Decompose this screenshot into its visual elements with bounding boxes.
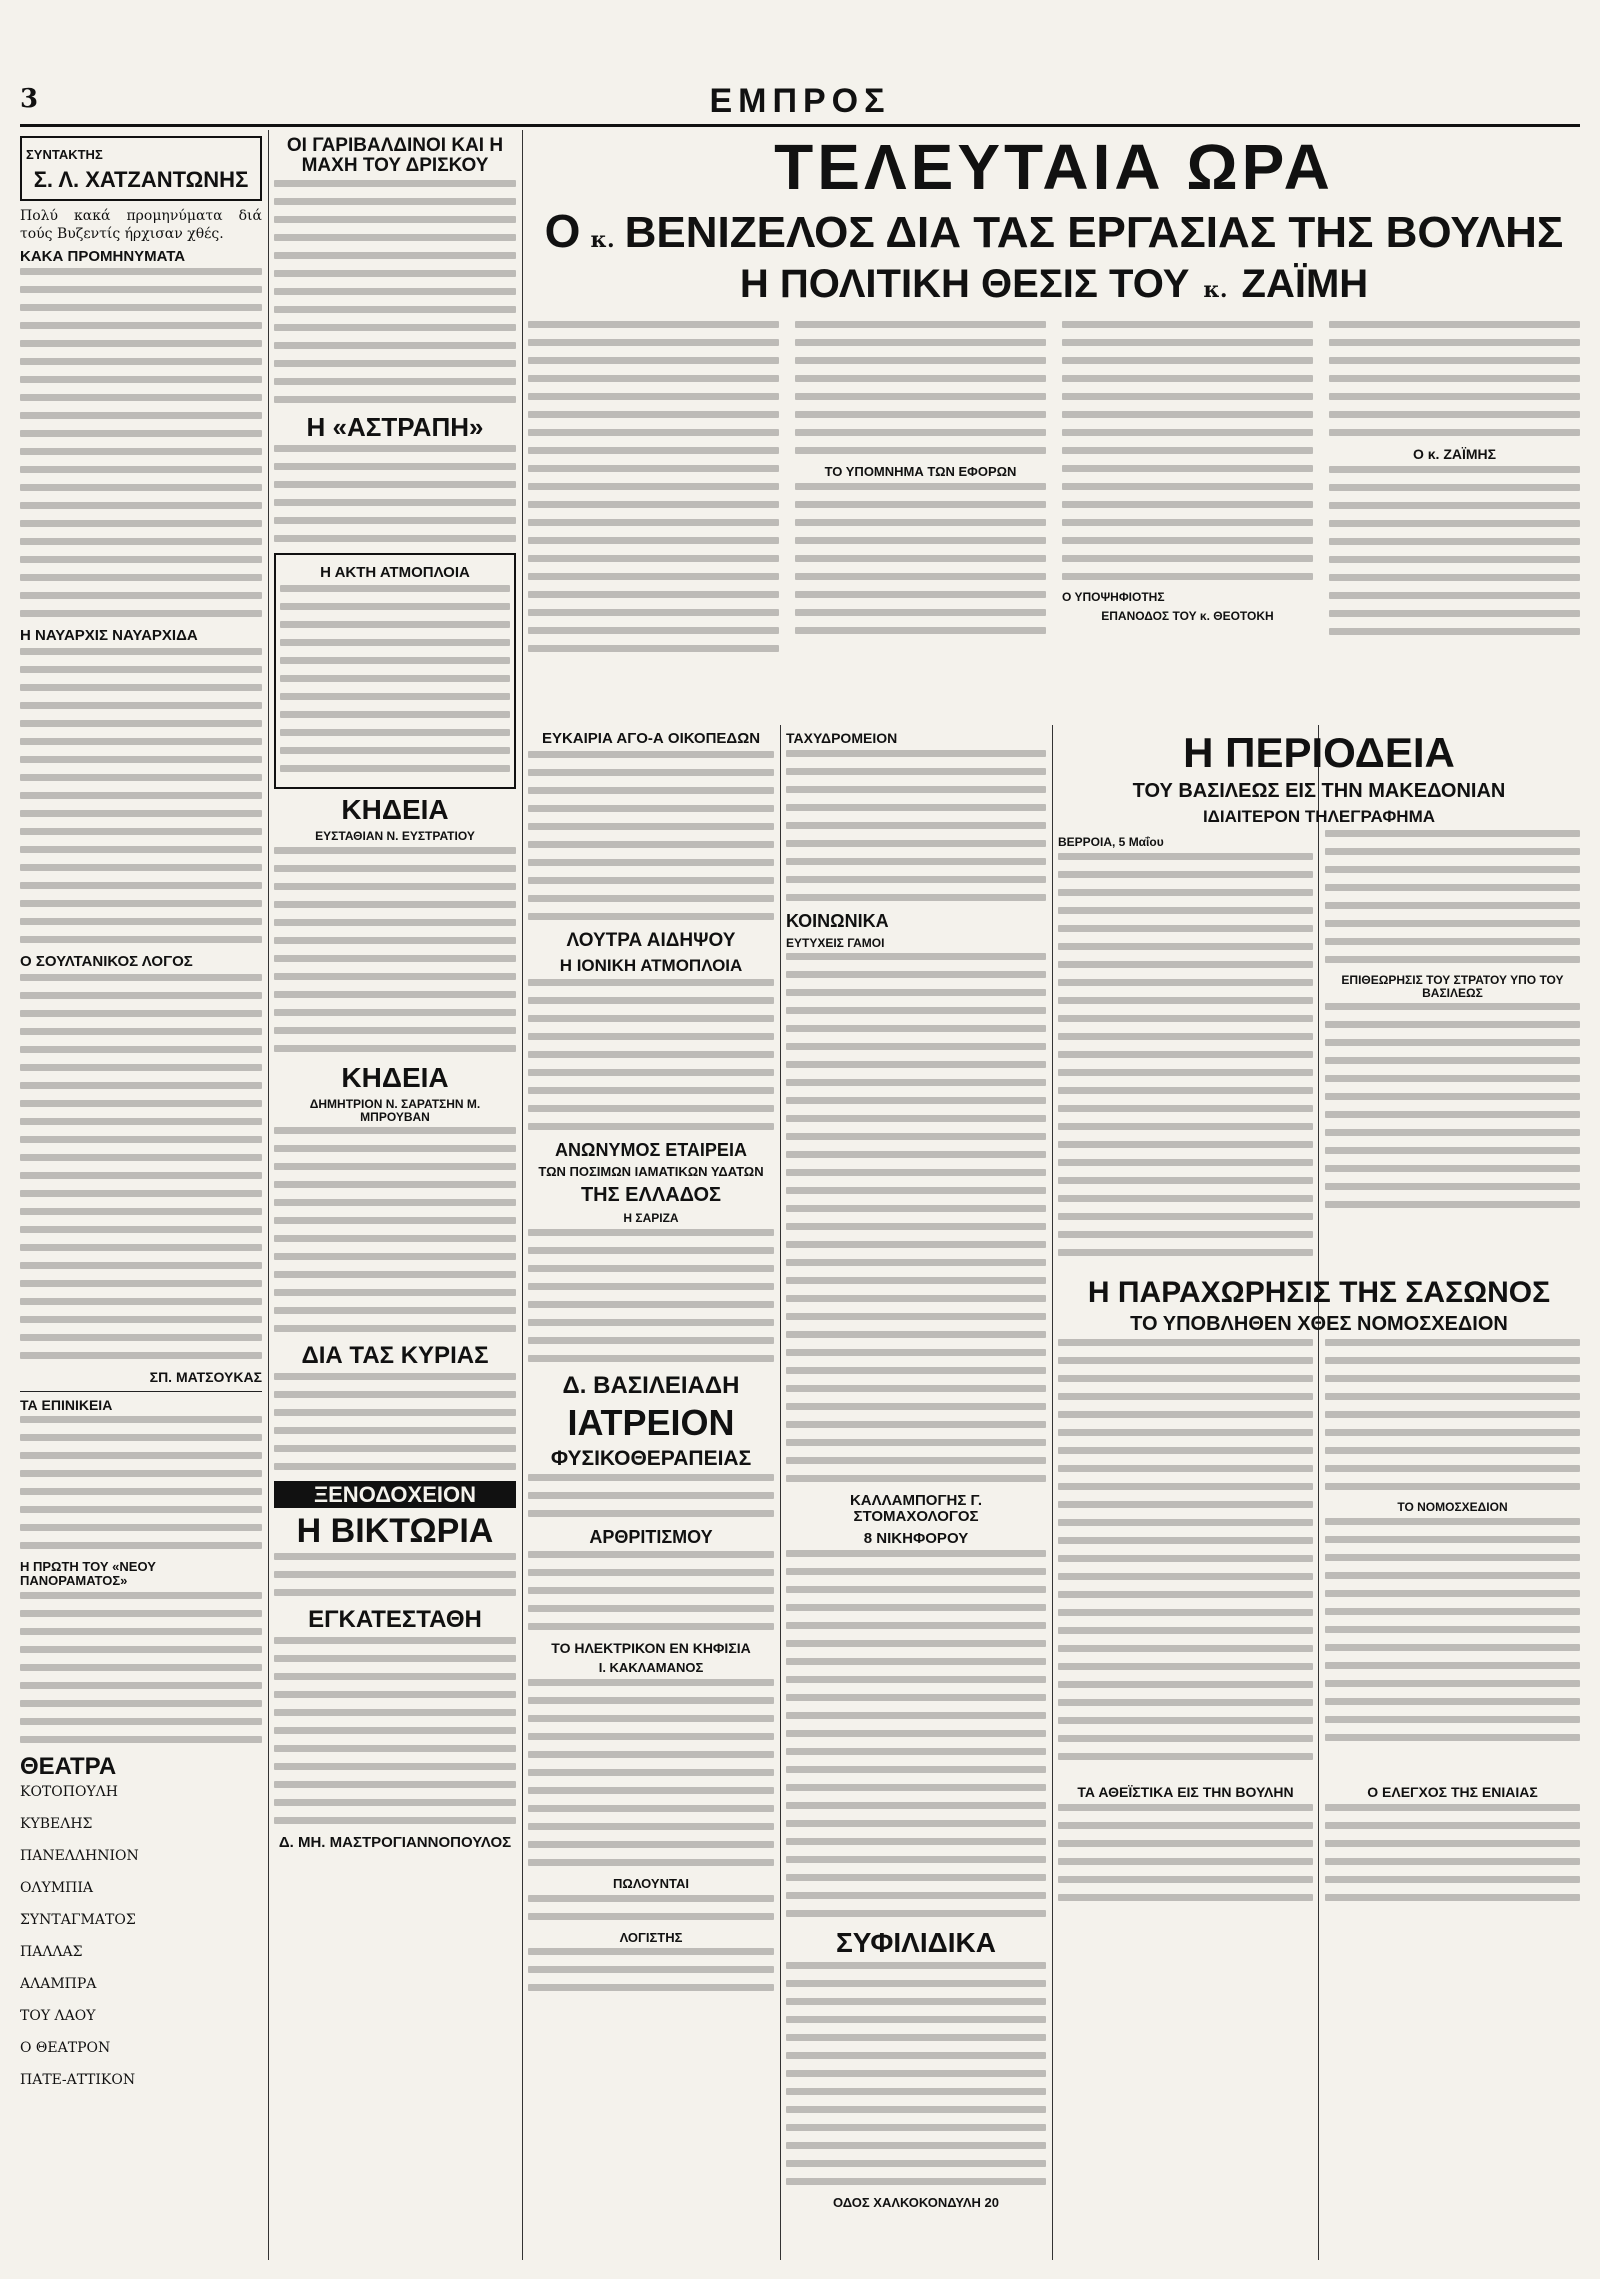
periodeia-col-2 [1325,830,1580,1267]
egkatestathi-heading: ΕΓΚΑΤΕΣΤΑΘΗ [308,1606,482,1634]
ypovlithen-heading: ΤΟ ΥΠΟΒΛΗΘΕΝ ΧΘΕΣ ΝΟΜΟΣΧΕΔΙΟΝ [1130,1313,1508,1336]
theatre-item: ΚΥΒΕΛΗΣ [20,1815,93,1832]
bottom-columns [1058,1779,1580,1912]
atheistika-heading: ΤΑ ΑΘΕΪΣΤΙΚΑ ΕΙΣ ΤΗΝ ΒΟΥΛΗΝ [1077,1784,1294,1801]
theatre-item: ΚΟΤΟΠΟΥΛΗ [20,1783,118,1800]
theatra-list [20,1783,262,2089]
kideia-name: ΔΗΜΗΤΡΙΟΝ Ν. ΣΑΡΑΤΣΗΝ Μ. ΜΠΡΟΥΒΑΝ [309,1097,481,1124]
epitheorisis-heading: ΕΠΙΘΕΩΡΗΣΙΣ ΤΟΥ ΣΤΡΑΤΟΥ ΥΠΟ ΤΟΥ ΒΑΣΙΛΕΩΣ [1341,972,1564,1000]
paraxoriseis-col-1 [1058,1339,1313,1771]
ypopsifiotis-heading: Ο ΥΠΟΨΗΦΙΟΤΗΣ [1062,590,1165,604]
akti-ad [274,553,516,789]
tilegrafima-heading: ΙΔΙΑΙΤΕΡΟΝ ΤΗΛΕΓΡΑΦΗΜΑ [1202,807,1436,827]
banner-top-heading: ΤΕΛΕΥΤΑΙΑ ΩΡΑ [774,131,1334,203]
headline-o: Ο [544,205,581,257]
headline-k: κ. [590,227,615,253]
arthritismou-heading: ΑΡΘΡΙΤΙΣΜΟΥ [589,1526,713,1547]
banner-columns [528,321,1580,663]
article-body [528,321,779,663]
zaimis-heading: Ο κ. ΖΑΪΜΗΣ [1412,446,1497,462]
page-number: 3 [20,84,39,114]
paraxoriseis-heading: Η ΠΑΡΑΧΩΡΗΣΙΣ ΤΗΣ ΣΑΣΩΝΟΣ [1087,1275,1551,1309]
soultaniko-heading: Ο ΣΟΥΛΤΑΝΙΚΟΣ ΛΟΓΟΣ [20,953,193,971]
kideia-name: ΕΥΣΤΑΘΙΑΝ Ν. ΕΥΣΤΡΑΤΙΟΥ [315,829,475,844]
kaka-heading: ΚΑΚΑ ΠΡΟΜΗΝΥΜΑΤΑ [20,247,186,265]
theatre-item: ΟΛΥΜΠΙΑ [20,1879,94,1896]
anonymos-heading: ΑΝΩΝΥΜΟΣ ΕΤΑΙΡΕΙΑ [555,1139,747,1160]
article-body [274,445,516,542]
vasileiadi-heading: Δ. ΒΑΣΙΛΕΙΑΔΗ [562,1371,740,1399]
iamatikon-heading: ΤΩΝ ΠΟΣΙΜΩΝ ΙΑΜΑΤΙΚΩΝ ΥΔΑΤΩΝ [538,1164,764,1180]
eytyxeis-heading: ΕΥΤΥΧΕΙΣ ΓΑΜΟΙ [786,935,885,950]
epinikia-heading: ΤΑ ΕΠΙΝΙΚΕΙΑ [20,1396,113,1413]
column-rule [522,130,523,2260]
theatra-heading: ΘΕΑΤΡΑ [20,1752,117,1780]
article-body [20,648,262,943]
column-rule [780,725,781,2260]
byline-label: ΣΥΝΤΑΚΤΗΣ [26,147,103,162]
column-4 [786,725,1046,2260]
garibaldinoi-heading: ΟΙ ΓΑΡΙΒΑΛΔΙΝΟΙ ΚΑΙ Η ΜΑΧΗ ΤΟΥ ΔΡΙΣΚΟΥ [286,135,504,176]
subheadline: Η ΠΟΛΙΤΙΚΗ ΘΕΣΙΣ ΤΟΥ [739,262,1190,306]
theatre-item: ΣΥΝΤΑΓΜΑΤΟΣ [20,1911,136,1928]
paraxoriseis-col-2 [1325,1339,1580,1771]
koinonika-heading: ΚΟΙΝΩΝΙΚΑ [786,910,889,931]
eykairia-heading: ΕΥΚΑΙΡΙΑ ΑΓΟ-Α ΟΙΚΟΠΕΔΩΝ [541,730,761,747]
newspaper-name: ΕΜΠΡΟΣ [709,82,891,120]
kideia-heading: ΚΗΔΕΙΑ [341,1061,449,1093]
loutra-heading: ΛΟΥΤΡΑ ΑΙΔΗΨΟΥ [566,929,736,951]
ilektrikon-heading: ΤΟ ΗΛΕΚΤΡΙΚΟΝ ΕΝ ΚΗΦΙΣΙΑ [551,1639,751,1656]
lead-text: Πολύ κακά προμηνύματα διά τούς Βυζεντίς ήρχισαν χθές. [20,207,262,242]
elegxos-heading: Ο ΕΛΕΓΧΟΣ ΤΗΣ ΕΝΙΑΙΑΣ [1367,1784,1538,1801]
main-headline: ΒΕΝΙΖΕΛΟΣ ΔΙΑ ΤΑΣ ΕΡΓΑΣΙΑΣ ΤΗΣ ΒΟΥΛΗΣ [624,208,1564,257]
kideia-heading: ΚΗΔΕΙΑ [341,793,449,825]
astrapi-heading: Η «ΑΣΤΡΑΠΗ» [306,411,484,442]
ellados-heading: ΤΗΣ ΕΛΛΑΔΟΣ [580,1184,722,1207]
theatre-item: ΠΑΤΕ-ΑΤΤΙΚΟΝ [20,2071,136,2088]
headline-row [528,204,1580,258]
article-body [274,1553,516,1596]
paraxoriseis-columns [1058,1339,1580,1771]
column-rule [1052,725,1053,2260]
signature: ΣΠ. ΜΑΤΣΟΥΚΑΣ [149,1368,262,1385]
article-body [274,180,516,403]
theatre-item: ΑΛΑΜΠΡΑ [20,1975,97,1992]
column-rule [268,130,269,2260]
fysiko-heading: ΦΥΣΙΚΟΘΕΡΑΠΕΙΑΣ [550,1446,752,1470]
vasileos-heading: ΤΟΥ ΒΑΣΙΛΕΩΣ ΕΙΣ ΤΗΝ ΜΑΚΕΔΟΝΙΑΝ [1132,780,1506,803]
masthead [20,80,1580,127]
column-2 [274,130,516,2260]
epanodos-heading: ΕΠΑΝΟΔΟΣ ΤΟΥ κ. ΘΕΟΤΟΚΗ [1101,608,1274,623]
theatre-item: ΤΟΥ ΛΑΟΥ [20,2007,96,2024]
iatreion-heading: ΙΑΤΡΕΙΟΝ [567,1401,735,1443]
subheadline-name: ΖΑΪΜΗ [1241,262,1369,306]
atheistika-box [1058,1779,1313,1912]
article-body [20,1416,262,1549]
article-body [274,847,516,1052]
article-body [274,1127,516,1332]
mastrogiannopoulos-heading: Δ. ΜΗ. ΜΑΣΤΡΟΓΙΑΝΝΟΠΟΥΛΟΣ [278,1833,512,1851]
nikiforou-heading: 8 ΝΙΚΗΦΟΡΟΥ [863,1529,969,1547]
column-5 [1058,725,1580,2260]
article-body [274,1373,516,1470]
article-body [20,268,262,617]
banner-col-3 [1062,321,1313,663]
syfilidika-heading: ΣΥΦΙΛΙΔΙΚΑ [836,1927,996,1959]
elegxos-box [1325,1779,1580,1912]
viktoria-heading: Η ΒΙΚΤΩΡΙΑ [296,1511,494,1550]
kalamvogis-heading: ΚΑΛΛΑΜΠΟΓΗΣ Γ. ΣΤΟΜΑΧΟΛΟΓΟΣ [849,1492,983,1525]
theatre-item: Ο ΘΕΑΤΡΟΝ [20,2039,111,2056]
ypomnima-heading: ΤΟ ΥΠΟΜΝΗΜΑ ΤΩΝ ΕΦΟΡΩΝ [824,464,1017,479]
veroia-dateline: ΒΕΡΡΟΙΑ, 5 Μαΐου [1058,834,1164,849]
nauarxida-heading: Η ΝΑΥΑΡΧΙΣ ΝΑΥΑΡΧΙΔΑ [20,627,198,645]
kyries-heading: ΔΙΑ ΤΑΣ ΚΥΡΙΑΣ [301,1342,489,1370]
article-body [20,1592,262,1743]
address-line: ΟΔΟΣ ΧΑΛΚΟΚΟΝΔΥΛΗ 20 [833,2194,999,2210]
ioniki-heading: Η ΙΟΝΙΚΗ ΑΤΜΟΠΛΟΙΑ [559,955,743,975]
periodeia-columns [1058,830,1580,1267]
taxydromeion-heading: ΤΑΧΥΔΡΟΜΕΙΟΝ [786,730,898,746]
kakalamanos-heading: Ι. ΚΑΚΛΑΜΑΝΟΣ [598,1660,704,1676]
sariza-heading: Η ΣΑΡΙΖΑ [623,1211,679,1226]
periodeia-heading: Η ΠΕΡΙΟΔΕΙΑ [1183,729,1455,776]
protoi-heading: Η ΠΡΩΤΗ ΤΟΥ «ΝΕΟΥ ΠΑΝΟΡΑΜΑΤΟΣ» [20,1559,156,1588]
akti-heading: Η ΑΚΤΗ ΑΤΜΟΠΛΟΙΑ [320,564,470,582]
poulountai-heading: ΠΩΛΟΥΝΤΑΙ [613,1875,689,1891]
subheadline-row [528,262,1580,307]
column-3 [528,725,774,2260]
banner-col-4 [1329,321,1580,663]
main-story [528,130,1580,720]
theatre-item: ΠΑΛΛΑΣ [20,1943,83,1960]
banner-col-2 [795,321,1046,663]
periodeia-col-1 [1058,830,1313,1267]
byline-box [20,136,262,201]
article-body [274,1637,516,1824]
nomosxedion-heading: ΤΟ ΝΟΜΟΣΧΕΔΙΟΝ [1397,1500,1508,1515]
theatre-item: ΠΑΝΕΛΛΗΝΙΟΝ [20,1847,139,1864]
article-body [20,974,262,1359]
xenodoxeion-heading: ΞΕΝΟΔΟΧΕΙΟΝ [274,1481,516,1508]
subheadline-k: κ. [1203,277,1228,303]
logistis-heading: ΛΟΓΙΣΤΗΣ [619,1929,683,1945]
author-byline: Σ. Λ. ΧΑΤΖΑΝΤΩΝΗΣ [33,166,249,192]
column-1 [20,130,262,2260]
